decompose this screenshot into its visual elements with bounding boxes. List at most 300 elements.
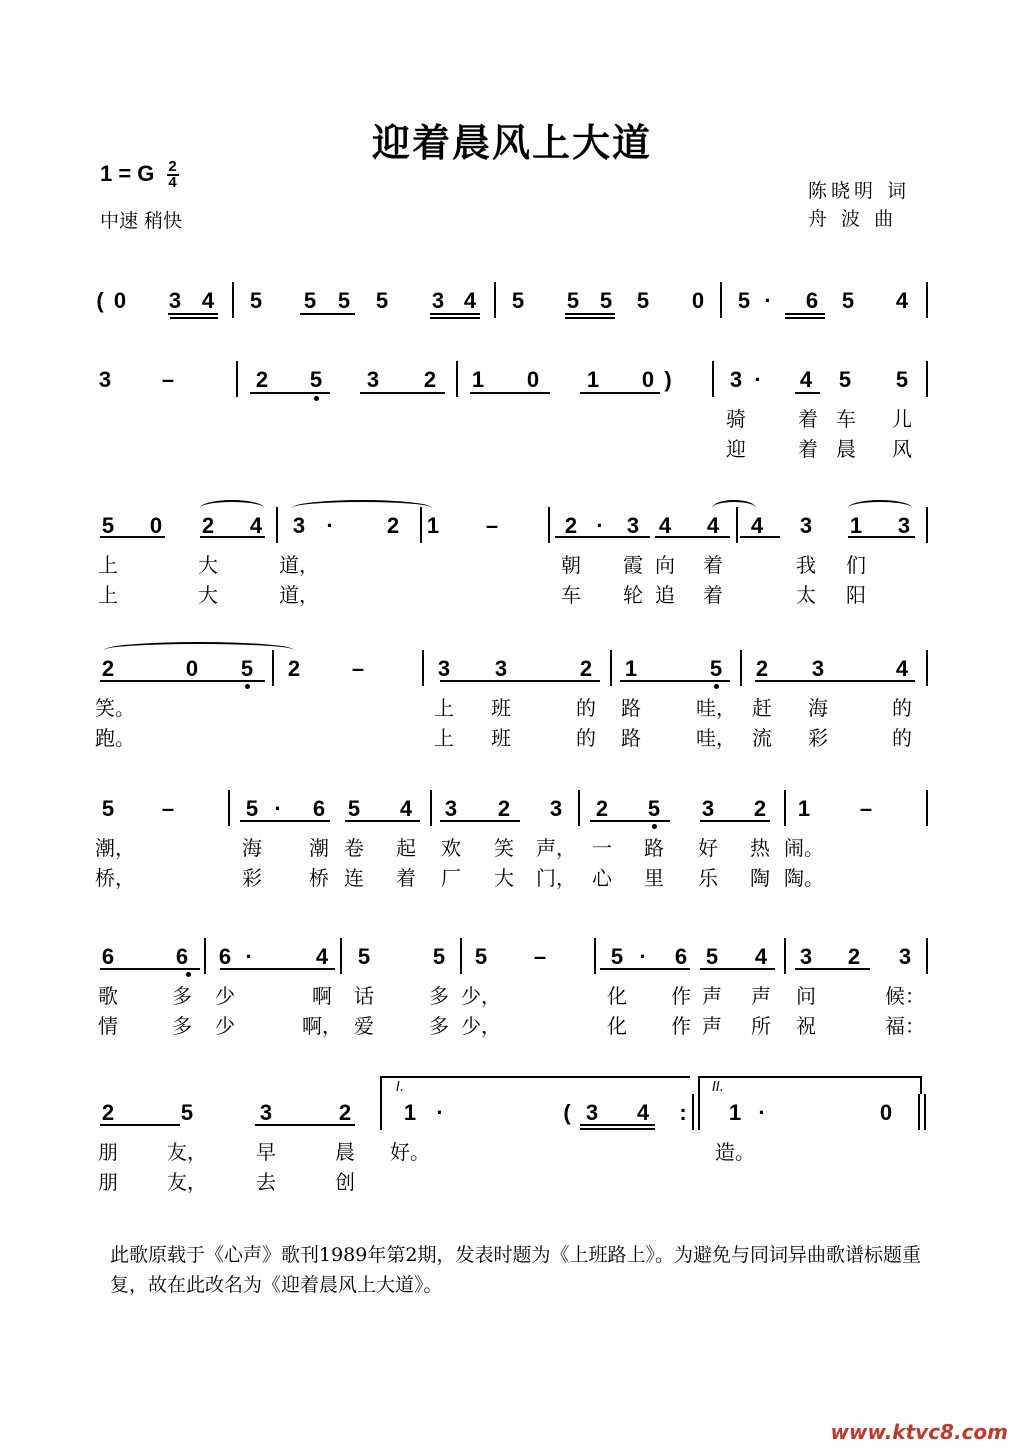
time-signature	[167, 160, 179, 190]
volta-bracket-2-edge	[698, 1076, 700, 1094]
volta-bracket-1-edge	[380, 1076, 382, 1094]
score-note: 1	[728, 1100, 742, 1125]
lyric-verse-1: 歌	[98, 984, 118, 1008]
lyric-verse-2: 彩	[242, 866, 262, 890]
tie-arc	[292, 500, 432, 516]
score-note: 3	[811, 656, 825, 681]
score-note: 3	[898, 944, 912, 969]
score-note: :	[679, 1100, 687, 1125]
score-note: 3	[444, 796, 458, 821]
lyric-verse-1: 声，	[536, 836, 576, 860]
lyric-verse-1: 朝	[561, 553, 581, 577]
score-note: 5	[357, 944, 371, 969]
lyric-verse-2: 所	[751, 1014, 771, 1038]
beam-line	[700, 968, 775, 970]
lyric-verse-1: 晨	[335, 1140, 355, 1164]
score-note: 3	[585, 1100, 599, 1125]
score-note: 0	[113, 288, 127, 313]
beam-line	[580, 1124, 655, 1126]
score-note: 0	[691, 288, 705, 313]
score-note: –	[485, 513, 499, 538]
bar-line	[712, 361, 714, 397]
lyric-verse-2: 化	[607, 1014, 627, 1038]
score-note: 1	[403, 1100, 417, 1125]
score-note: 3	[292, 513, 306, 538]
beam-line	[555, 536, 650, 538]
beam-line	[200, 536, 265, 538]
lyric-verse-1: 化	[607, 984, 627, 1008]
beam-line	[240, 820, 330, 822]
lyric-verse-1: 们	[846, 553, 866, 577]
score-note: 3	[549, 796, 563, 821]
bar-line	[456, 361, 458, 397]
score-note: –	[161, 796, 175, 821]
beam-line	[795, 968, 870, 970]
score-note: 5	[841, 288, 855, 313]
lyric-verse-1: 朋	[98, 1140, 118, 1164]
lyric-verse-2: 着	[798, 437, 818, 461]
beam-line	[565, 317, 615, 319]
score-note: )	[664, 367, 672, 392]
bar-line	[926, 282, 928, 318]
lyric-verse-1: 欢	[441, 836, 461, 860]
score-note: 4	[895, 288, 909, 313]
lyric-verse-2: 里	[644, 866, 664, 890]
lyric-verse-2: 上	[98, 583, 118, 607]
beam-line	[740, 536, 780, 538]
beam-line	[345, 820, 420, 822]
score-note: ·	[754, 367, 762, 392]
bar-line	[736, 507, 738, 543]
score-note: 5	[180, 1100, 194, 1125]
lyric-verse-2: 少	[215, 1014, 235, 1038]
beam-line	[580, 392, 660, 394]
lyric-verse-1: 起	[396, 836, 416, 860]
lyric-verse-2: 阳	[846, 583, 866, 607]
tempo-marking: 中速 稍快	[100, 210, 183, 232]
beam-line	[620, 680, 730, 682]
lyric-verse-2: 彩	[808, 726, 828, 750]
key-signature	[100, 160, 179, 190]
score-note: 3	[626, 513, 640, 538]
beam-line	[785, 313, 825, 315]
lyric-verse-2: 班	[491, 726, 511, 750]
lyric-verse-2: 轮	[623, 583, 643, 607]
score-note: 1	[471, 367, 485, 392]
score-note: ·	[274, 796, 282, 821]
lyric-verse-2: 作	[671, 1014, 691, 1038]
lyricist-credit: 陈晓明 词	[808, 180, 911, 202]
score-note: 3	[259, 1100, 273, 1125]
lyric-verse-1: 骑	[726, 407, 746, 431]
lyric-verse-1: 大	[198, 553, 218, 577]
score-note: 2	[579, 656, 593, 681]
bar-line	[228, 790, 230, 826]
bar-line	[276, 507, 278, 543]
lyric-verse-2: 少，	[461, 1014, 501, 1038]
bar-line	[926, 650, 928, 686]
score-note: 2	[101, 656, 115, 681]
volta-label-1: I.	[396, 1080, 404, 1095]
volta-bracket-2	[698, 1076, 920, 1078]
bar-line	[232, 282, 234, 318]
score-note: 5	[347, 796, 361, 821]
bar-line	[494, 282, 496, 318]
bar-line	[430, 790, 432, 826]
volta-label-2: II.	[712, 1080, 724, 1095]
score-note: 3	[799, 513, 813, 538]
score-note: 0	[185, 656, 199, 681]
bar-line	[610, 650, 612, 686]
score-note: 5	[737, 288, 751, 313]
lyric-verse-2: 啊，	[302, 1014, 342, 1038]
lyric-verse-2: 上	[434, 726, 454, 750]
lyric-verse-1: 早	[256, 1140, 276, 1164]
bar-line	[422, 650, 424, 686]
score-note: 2	[755, 656, 769, 681]
score-note: 3	[897, 513, 911, 538]
lyric-verse-1: 少	[215, 984, 235, 1008]
beam-line	[565, 313, 615, 315]
lyric-verse-1: 话	[354, 984, 374, 1008]
lyric-verse-1: 好	[698, 836, 718, 860]
beam-line	[300, 313, 355, 315]
lyric-verse-2: 哇，	[696, 726, 736, 750]
score-note: –	[161, 367, 175, 392]
tie-arc	[712, 500, 756, 516]
lyric-verse-2: 车	[561, 583, 581, 607]
lyric-verse-1: 赶	[752, 696, 772, 720]
lyric-verse-1: 上	[434, 696, 454, 720]
bar-line	[926, 507, 928, 543]
lyric-verse-1: 好。	[390, 1140, 430, 1164]
lyric-verse-1: 哇，	[696, 696, 736, 720]
score-note: 5	[249, 288, 263, 313]
bar-line	[698, 1094, 700, 1130]
score-note: (	[563, 1100, 571, 1125]
bar-line	[924, 1094, 926, 1130]
lyric-verse-2: 厂	[441, 866, 461, 890]
lyric-verse-2: 情	[98, 1014, 118, 1038]
score-note: 3	[701, 796, 715, 821]
bar-line	[784, 790, 786, 826]
lyric-verse-2: 多	[172, 1014, 192, 1038]
lyric-verse-1: 的	[892, 696, 912, 720]
lyric-verse-1: 友，	[167, 1140, 207, 1164]
beam-line	[168, 313, 218, 315]
beam-line	[785, 317, 825, 319]
bar-line	[548, 507, 550, 543]
beam-line	[100, 1124, 180, 1126]
lyric-verse-2: 流	[752, 726, 772, 750]
bar-line	[420, 507, 422, 543]
lyric-verse-1: 问	[796, 984, 816, 1008]
score-note: (	[96, 288, 104, 313]
score-note: ·	[596, 513, 604, 538]
score-note: 1	[426, 513, 440, 538]
score-note: 5	[610, 944, 624, 969]
score-note: 3	[431, 288, 445, 313]
score-note: 6	[218, 944, 232, 969]
score-note: 2	[338, 1100, 352, 1125]
lyric-verse-1: 热	[750, 836, 770, 860]
beam-line	[655, 536, 730, 538]
lyric-verse-2: 道，	[279, 583, 319, 607]
beam-line	[755, 680, 915, 682]
beam-line	[360, 392, 445, 394]
beam-line	[255, 1124, 355, 1126]
score-note: 0	[526, 367, 540, 392]
lyric-verse-1: 候：	[885, 984, 925, 1008]
beam-line	[600, 968, 690, 970]
time-sig-bottom: 4	[168, 174, 177, 191]
bar-line	[740, 650, 742, 686]
lyric-verse-2: 陶	[750, 866, 770, 890]
score-note: 4	[399, 796, 413, 821]
score-note: 4	[706, 513, 720, 538]
lower-octave-dot	[314, 396, 319, 401]
score-note: 4	[463, 288, 477, 313]
beam-line	[590, 820, 670, 822]
score-note: 6	[175, 944, 189, 969]
bar-line	[784, 938, 786, 974]
score-note: 2	[423, 367, 437, 392]
score-note: 5	[245, 796, 259, 821]
score-note: 5	[636, 288, 650, 313]
lower-octave-dot	[652, 824, 657, 829]
composer-credit: 舟 波 曲	[808, 208, 898, 230]
score-note: 4	[799, 367, 813, 392]
lyric-verse-1: 路	[644, 836, 664, 860]
score-note: 1	[586, 367, 600, 392]
lyric-verse-2: 迎	[726, 437, 746, 461]
score-note: 5	[337, 288, 351, 313]
lyric-verse-1: 我	[796, 553, 816, 577]
bar-line	[594, 938, 596, 974]
volta-bracket-1	[380, 1076, 690, 1078]
score-note: 3	[729, 367, 743, 392]
lyric-verse-2: 跑。	[95, 726, 135, 750]
score-note: 4	[895, 656, 909, 681]
lyric-verse-1: 海	[808, 696, 828, 720]
bar-line	[720, 282, 722, 318]
lyric-verse-2: 声	[702, 1014, 722, 1038]
score-note: 4	[658, 513, 672, 538]
lyric-verse-1: 一	[592, 836, 612, 860]
score-note: 5	[705, 944, 719, 969]
bar-line	[460, 938, 462, 974]
lyric-verse-2: 太	[796, 583, 816, 607]
bar-line	[204, 938, 206, 974]
score-note: 5	[101, 796, 115, 821]
bar-line	[926, 938, 928, 974]
score-note: 2	[753, 796, 767, 821]
score-note: ·	[326, 513, 334, 538]
lyric-verse-2: 乐	[698, 866, 718, 890]
bar-line	[380, 1094, 382, 1130]
score-note: 1	[797, 796, 811, 821]
bar-line	[340, 938, 342, 974]
beam-line	[100, 680, 265, 682]
score-note: 6	[805, 288, 819, 313]
lyric-verse-1: 少，	[461, 984, 501, 1008]
score-note: 5	[101, 513, 115, 538]
score-note: 3	[168, 288, 182, 313]
lyric-verse-1: 的	[576, 696, 596, 720]
bar-line	[578, 790, 580, 826]
lyric-verse-2: 朋	[98, 1170, 118, 1194]
score-note: 5	[647, 796, 661, 821]
lyric-verse-2: 创	[335, 1170, 355, 1194]
lyric-verse-1: 车	[836, 407, 856, 431]
lyric-verse-2: 着	[703, 583, 723, 607]
lyric-verse-1: 霞	[623, 553, 643, 577]
beam-line	[430, 313, 480, 315]
beam-line	[100, 968, 200, 970]
score-note: 3	[437, 656, 451, 681]
beam-line	[440, 820, 520, 822]
lyric-verse-2: 路	[621, 726, 641, 750]
score-note: 6	[312, 796, 326, 821]
lyric-verse-2: 爱	[354, 1014, 374, 1038]
time-sig-top: 2	[168, 158, 177, 175]
score-note: 4	[249, 513, 263, 538]
score-note: 3	[494, 656, 508, 681]
lyric-verse-1: 多	[429, 984, 449, 1008]
beam-line	[848, 536, 915, 538]
lyric-verse-1: 着	[703, 553, 723, 577]
lyric-verse-2: 陶。	[784, 866, 824, 890]
lyric-verse-1: 向	[655, 553, 675, 577]
lyric-verse-1: 儿	[892, 407, 912, 431]
lyric-verse-1: 闹。	[784, 836, 824, 860]
beam-line	[795, 392, 820, 394]
lower-octave-dot	[245, 684, 250, 689]
lyric-verse-1: 声	[751, 984, 771, 1008]
footnote: 此歌原载于《心声》歌刊1989年第2期，发表时题为《上班路上》。为避免与同词异曲歌谱标题重复，故在此改名为《迎着晨风上大道》。	[110, 1244, 921, 1296]
beam-line	[100, 536, 165, 538]
key-label: 1 = G	[100, 160, 155, 186]
beam-line	[170, 317, 218, 319]
tie-arc	[848, 500, 912, 516]
lyric-verse-1: 路	[621, 696, 641, 720]
bar-line	[236, 361, 238, 397]
score-note: –	[533, 944, 547, 969]
lyric-verse-1: 啊	[312, 984, 332, 1008]
score-note: 5	[838, 367, 852, 392]
score-note: 5	[511, 288, 525, 313]
score-note: 4	[636, 1100, 650, 1125]
lyric-verse-2: 着	[396, 866, 416, 890]
lower-octave-dot	[714, 684, 719, 689]
lyric-verse-1: 多	[172, 984, 192, 1008]
score-note: 1	[624, 656, 638, 681]
score-note: 5	[303, 288, 317, 313]
lyric-verse-1: 海	[242, 836, 262, 860]
score-note: 0	[879, 1100, 893, 1125]
lyric-verse-1: 上	[98, 553, 118, 577]
lyric-verse-1: 潮，	[95, 836, 135, 860]
lyric-verse-1: 笑	[494, 836, 514, 860]
lyric-verse-2: 桥，	[95, 866, 135, 890]
beam-line	[700, 820, 770, 822]
lyric-verse-2: 的	[892, 726, 912, 750]
score-note: 5	[566, 288, 580, 313]
volta-bracket-2-end	[920, 1076, 922, 1094]
lyric-verse-2: 门，	[536, 866, 576, 890]
lyric-verse-2: 心	[592, 866, 612, 890]
lyric-verse-1: 着	[798, 407, 818, 431]
score-note: 5	[432, 944, 446, 969]
score-note: 4	[750, 513, 764, 538]
lyric-verse-2: 晨	[836, 437, 856, 461]
score-note: 3	[98, 367, 112, 392]
score-note: 2	[595, 796, 609, 821]
score-note: 2	[255, 367, 269, 392]
beam-line	[440, 680, 600, 682]
song-title: 迎着晨风上大道	[371, 120, 652, 165]
score-note: ·	[758, 1100, 766, 1125]
lyric-verse-2: 祝	[796, 1014, 816, 1038]
score-note: 2	[847, 944, 861, 969]
score-note: 0	[641, 367, 655, 392]
lyric-verse-2: 连	[344, 866, 364, 890]
score-note: 4	[315, 944, 329, 969]
score-note: 5	[309, 367, 323, 392]
lyric-verse-2: 友，	[167, 1170, 207, 1194]
score-note: –	[859, 796, 873, 821]
lyric-verse-1: 班	[491, 696, 511, 720]
beam-line	[430, 317, 480, 319]
score-note: 5	[474, 944, 488, 969]
lyric-verse-1: 笑。	[95, 696, 135, 720]
tie-arc	[200, 500, 264, 516]
lower-octave-dot	[186, 972, 191, 977]
score-note: 5	[709, 656, 723, 681]
lyric-verse-1: 卷	[344, 836, 364, 860]
score-note: ·	[436, 1100, 444, 1125]
lyric-verse-2: 风	[892, 437, 912, 461]
score-note: 2	[201, 513, 215, 538]
lyric-verse-1: 声	[702, 984, 722, 1008]
score-note: 2	[497, 796, 511, 821]
score-note: 5	[240, 656, 254, 681]
lyric-verse-2: 的	[576, 726, 596, 750]
score-note: 2	[386, 513, 400, 538]
beam-line	[580, 1128, 655, 1130]
lyric-verse-1: 作	[671, 984, 691, 1008]
score-note: 2	[564, 513, 578, 538]
lyric-verse-2: 追	[655, 583, 675, 607]
lyric-verse-2: 多	[429, 1014, 449, 1038]
score-note: 0	[149, 513, 163, 538]
score-note: 6	[674, 944, 688, 969]
score-note: 3	[799, 944, 813, 969]
beam-line	[250, 392, 330, 394]
score-note: 4	[754, 944, 768, 969]
lyric-verse-1: 道，	[279, 553, 319, 577]
bar-line	[272, 650, 274, 686]
score-note: ·	[245, 944, 253, 969]
score-note: 2	[101, 1100, 115, 1125]
score-note: 3	[366, 367, 380, 392]
lyric-verse-2: 大	[198, 583, 218, 607]
score-note: 2	[287, 656, 301, 681]
lyric-verse-2: 桥	[309, 866, 329, 890]
bar-line	[926, 361, 928, 397]
bar-line	[692, 1094, 694, 1130]
score-note: 4	[201, 288, 215, 313]
